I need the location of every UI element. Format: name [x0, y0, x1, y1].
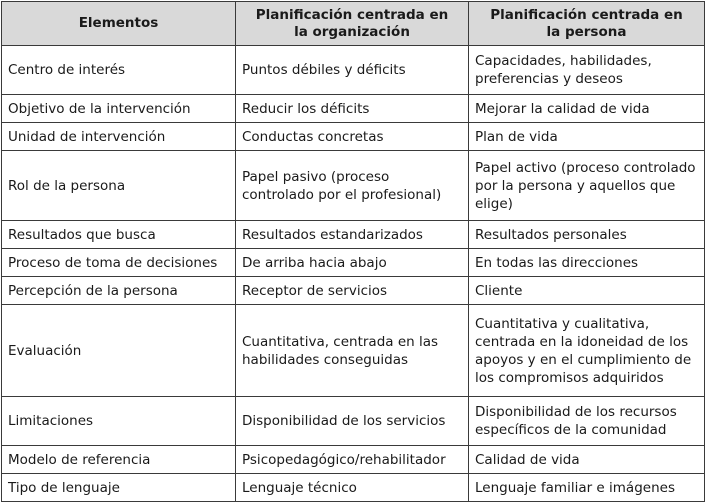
cell-organizacion: Psicopedagógico/rehabilitador [236, 446, 469, 474]
cell-organizacion: Puntos débiles y déficits [236, 46, 469, 95]
cell-persona: Plan de vida [469, 123, 705, 151]
table-row [2, 446, 705, 474]
cell-elemento: Tipo de lenguaje [2, 474, 236, 502]
cell-persona: Cuantitativa y cualitativa, centrada en la idoneidad de los apoyos y en el cumplimiento de los compromisos adquiridos [469, 305, 705, 397]
cell-elemento: Evaluación [2, 305, 236, 397]
cell-elemento: Modelo de referencia [2, 446, 236, 474]
table-row [2, 277, 705, 305]
cell-elemento: Rol de la persona [2, 151, 236, 221]
cell-organizacion: Receptor de servicios [236, 277, 469, 305]
table-row [2, 474, 705, 502]
cell-persona: Capacidades, habilidades, preferencias y deseos [469, 46, 705, 95]
cell-elemento: Centro de interés [2, 46, 236, 95]
table-row [2, 95, 705, 123]
cell-persona: Papel activo (proceso controlado por la persona y aquellos que elige) [469, 151, 705, 221]
cell-persona: Calidad de vida [469, 446, 705, 474]
cell-organizacion: De arriba hacia abajo [236, 249, 469, 277]
cell-organizacion: Cuantitativa, centrada en las habilidades conseguidas [236, 305, 469, 397]
cell-persona: Cliente [469, 277, 705, 305]
cell-organizacion: Conductas concretas [236, 123, 469, 151]
header-row [2, 2, 705, 46]
table-row [2, 249, 705, 277]
cell-elemento: Proceso de toma de decisiones [2, 249, 236, 277]
table-row [2, 123, 705, 151]
cell-organizacion: Resultados estandarizados [236, 221, 469, 249]
cell-persona: Resultados personales [469, 221, 705, 249]
header-organizacion: Planificación centrada en la organización [236, 2, 469, 46]
cell-elemento: Percepción de la persona [2, 277, 236, 305]
table-row [2, 305, 705, 397]
table-row [2, 151, 705, 221]
cell-organizacion: Papel pasivo (proceso controlado por el profesional) [236, 151, 469, 221]
table-row [2, 397, 705, 446]
cell-organizacion: Disponibilidad de los servicios [236, 397, 469, 446]
cell-persona: Lenguaje familiar e imágenes [469, 474, 705, 502]
cell-elemento: Resultados que busca [2, 221, 236, 249]
header-persona: Planificación centrada en la persona [469, 2, 705, 46]
cell-organizacion: Lenguaje técnico [236, 474, 469, 502]
cell-persona: Disponibilidad de los recursos específicos de la comunidad [469, 397, 705, 446]
cell-persona: Mejorar la calidad de vida [469, 95, 705, 123]
header-elementos: Elementos [2, 2, 236, 46]
cell-organizacion: Reducir los déficits [236, 95, 469, 123]
cell-elemento: Unidad de intervención [2, 123, 236, 151]
cell-elemento: Objetivo de la intervención [2, 95, 236, 123]
cell-elemento: Limitaciones [2, 397, 236, 446]
table-row [2, 46, 705, 95]
cell-persona: En todas las direcciones [469, 249, 705, 277]
comparison-table [1, 1, 705, 502]
table-row [2, 221, 705, 249]
